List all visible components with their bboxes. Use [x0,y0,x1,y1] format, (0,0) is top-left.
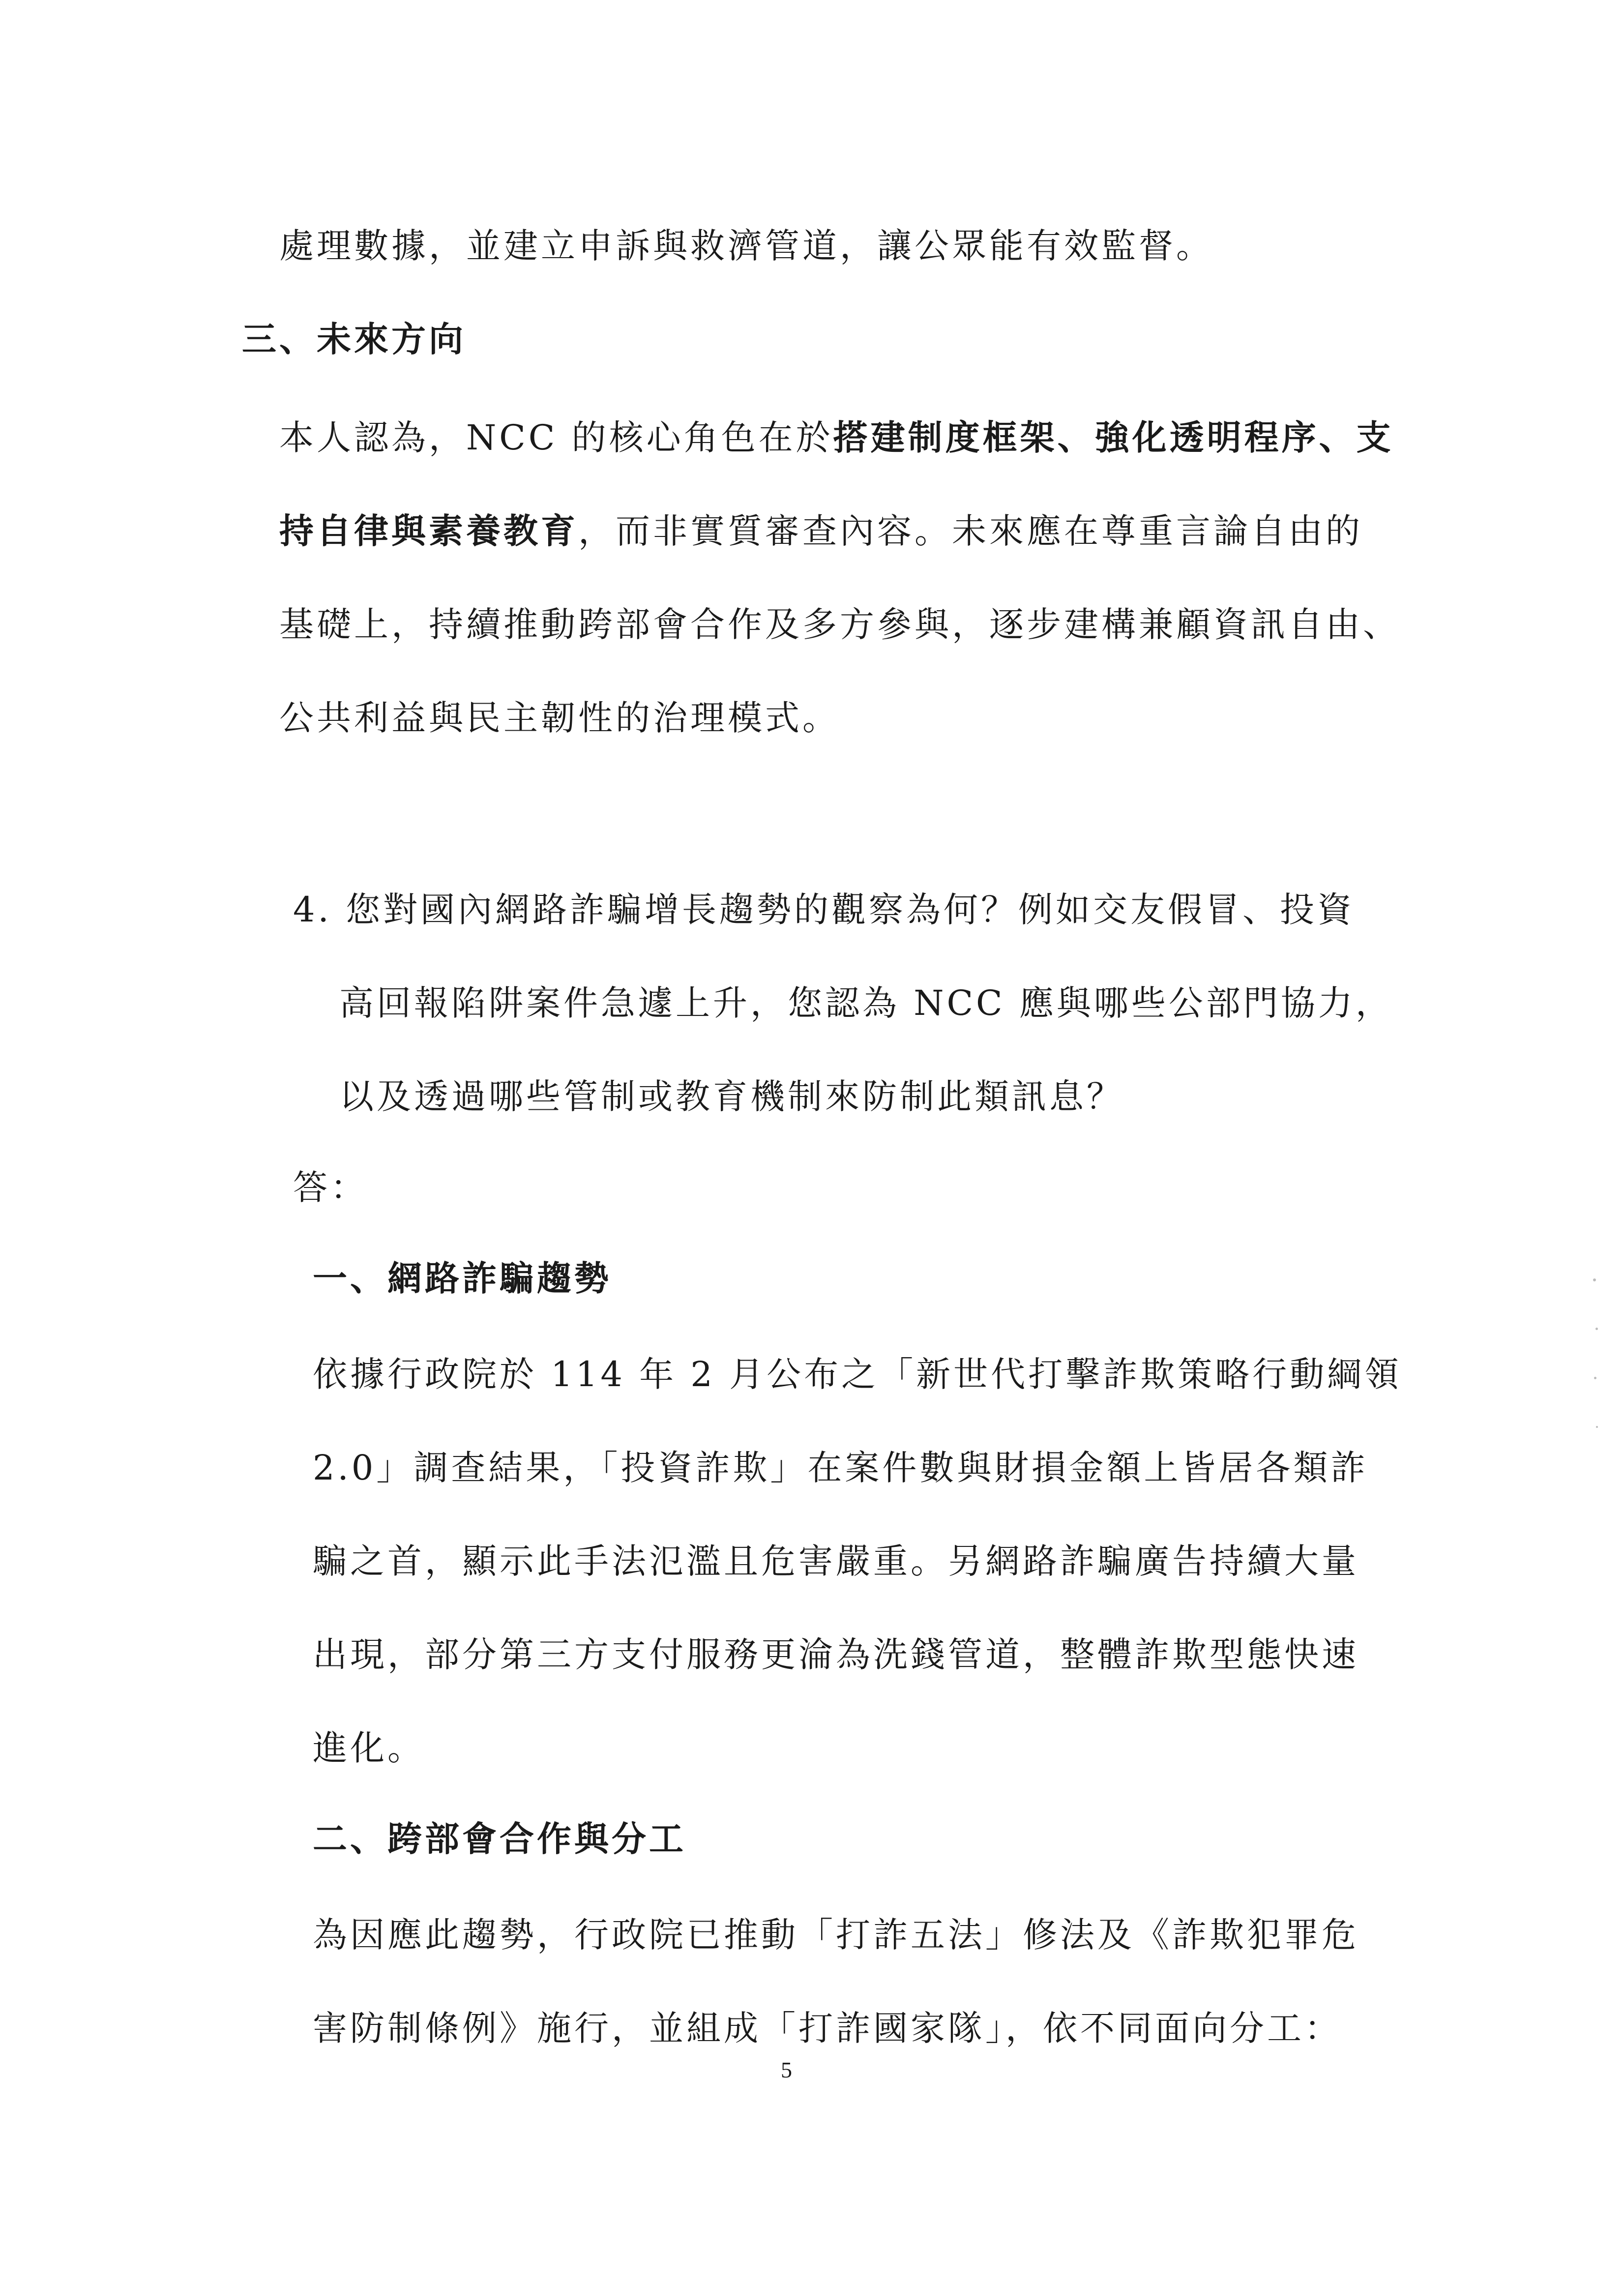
cooperation-line-1: 為因應此趨勢，行政院已推動「打詐五法」修法及《詐欺犯罪危 [313,1915,1359,1955]
paragraph-continuation: 處理數據，並建立申訴與救濟管道，讓公眾能有效監督。 [279,226,1213,266]
question-4-line-3: 以及透過哪些管制或教育機制來防制此類訊息？ [339,1076,1124,1117]
scan-speck [1596,1426,1598,1428]
future-text: ，而非實質審查內容。未來應在尊重言論自由的 [578,511,1363,551]
question-4-line-2: 高回報陷阱案件急遽上升，您認為 NCC 應與哪些公部門協力， [339,983,1393,1023]
scan-speck [1593,1278,1596,1281]
section-heading-cooperation: 二、跨部會合作與分工 [313,1818,686,1859]
future-text: 本人認為，NCC 的核心角色在於 [279,417,833,458]
fraud-trend-line-5: 進化。 [313,1728,425,1768]
cooperation-line-2: 害防制條例》施行，並組成「打詐國家隊」，依不同面向分工： [313,2008,1342,2048]
section-heading-fraud-trend: 一、網路詐騙趨勢 [313,1258,612,1299]
fraud-trend-line-1: 依據行政院於 114 年 2 月公布之「新世代打擊詐欺策略行動綱領 [313,1354,1402,1394]
section-heading-future: 三、未來方向 [242,319,466,359]
fraud-trend-line-3: 騙之首，顯示此手法氾濫且危害嚴重。另網路詐騙廣告持續大量 [313,1541,1359,1581]
answer-label: 答： [293,1167,368,1208]
future-emphasis: 搭建制度框架、強化透明程序、支 [833,417,1394,458]
future-paragraph-line-1 [279,413,1394,462]
future-paragraph-line-2 [279,506,1363,556]
page-number: 5 [781,2057,792,2082]
scan-speck [1594,1377,1596,1379]
fraud-trend-line-4: 出現，部分第三方支付服務更淪為洗錢管道，整體詐欺型態快速 [313,1634,1359,1675]
scan-speck [1595,1328,1598,1330]
future-paragraph-line-4: 公共利益與民主韌性的治理模式。 [279,698,840,738]
fraud-trend-line-2: 2.0」調查結果，「投資詐欺」在案件數與財損金額上皆居各類詐 [313,1448,1368,1488]
question-4-line-1: 4. 您對國內網路詐騙增長趨勢的觀察為何？例如交友假冒、投資 [293,889,1355,930]
future-emphasis: 持自律與素養教育 [279,510,578,551]
future-paragraph-line-3: 基礎上，持續推動跨部會合作及多方參與，逐步建構兼顧資訊自由、 [279,604,1400,645]
